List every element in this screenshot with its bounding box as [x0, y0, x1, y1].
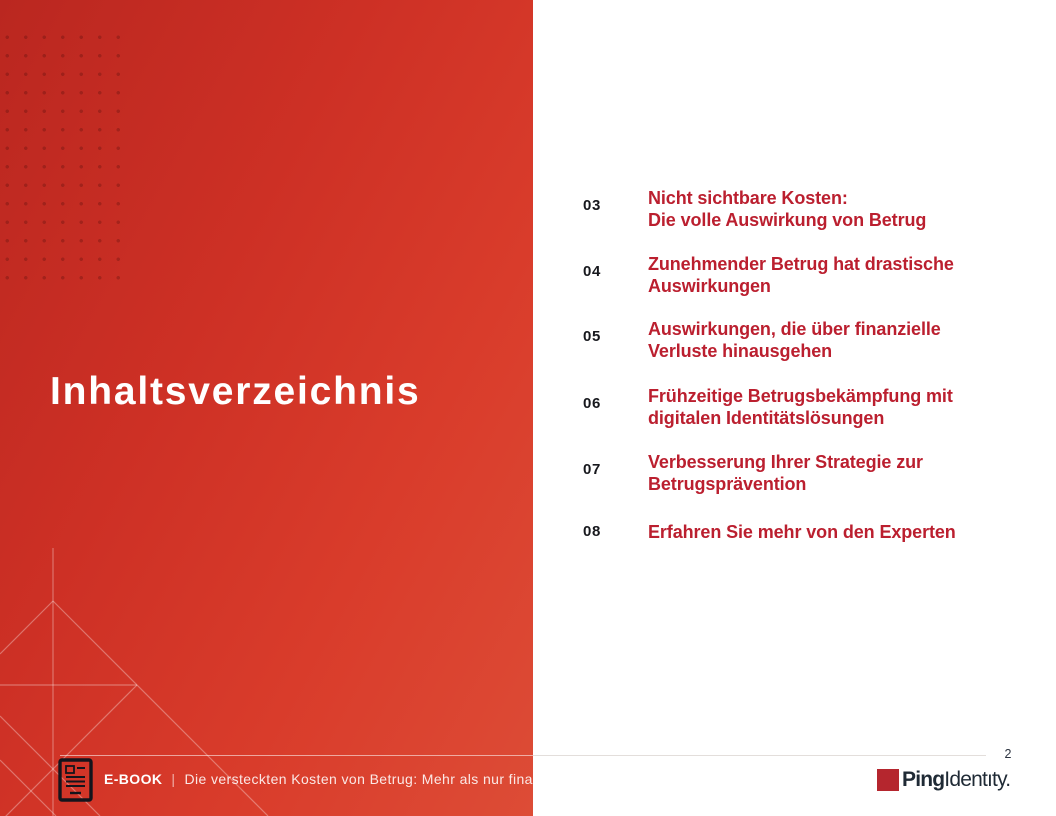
logo-text-ping: Ping	[902, 768, 945, 791]
toc-entry-number: 04	[583, 263, 601, 280]
toc-entry-07[interactable]	[583, 451, 1013, 495]
toc-entry-08[interactable]	[583, 521, 1013, 543]
logo-text-identity: Identıty.	[944, 768, 1011, 791]
footer-description: Die versteckten Kosten von Betrug: Mehr als nur finanzielle Verluste	[184, 771, 634, 787]
footer-separator: |	[171, 771, 176, 787]
toc-entry-title	[648, 187, 926, 231]
toc-entry-title	[648, 451, 923, 495]
toc-entry-number: 07	[583, 461, 601, 478]
toc-entry-06[interactable]	[583, 385, 1013, 429]
toc-entry-number: 05	[583, 328, 601, 345]
toc-entry-title	[648, 253, 954, 297]
footer-divider-right	[533, 755, 986, 756]
toc-entry-line1: Verbesserung Ihrer Strategie zur	[648, 452, 923, 472]
toc-entry-line2: Betrugsprävention	[648, 474, 807, 494]
toc-entry-number: 03	[583, 197, 601, 214]
toc-entry-line1: Erfahren Sie mehr von den Experten	[648, 522, 956, 542]
toc-entry-line1: Auswirkungen, die über finanzielle	[648, 319, 941, 339]
toc-entry-line2: Die volle Auswirkung von Betrug	[648, 210, 927, 230]
toc-entry-line1: Nicht sichtbare Kosten:	[648, 188, 848, 208]
toc-entry-title	[648, 318, 941, 362]
toc-entry-title	[648, 385, 953, 429]
page-title: Inhaltsverzeichnis	[50, 370, 421, 414]
footer-label: E-BOOK	[104, 771, 163, 787]
ping-identity-logo	[877, 769, 1010, 791]
toc-entry-title	[648, 521, 956, 543]
toc-entry-number: 08	[583, 523, 601, 540]
toc-entry-03[interactable]	[583, 187, 1013, 231]
toc-entry-05[interactable]	[583, 318, 1013, 362]
toc-entry-line1: Zunehmender Betrug hat drastische	[648, 254, 954, 274]
footer-divider-left	[60, 755, 533, 756]
toc-entry-number: 06	[583, 395, 601, 412]
toc-entry-line2: digitalen Identitätslösungen	[648, 408, 885, 428]
ebook-reader-icon	[56, 757, 98, 808]
toc-entry-line2: Verluste hinausgehen	[648, 341, 833, 361]
ping-logo-mark-icon	[877, 769, 899, 791]
footer-caption	[104, 771, 633, 787]
toc-entry-line2: Auswirkungen	[648, 276, 771, 296]
toc-entry-04[interactable]	[583, 253, 1013, 297]
toc-entry-line1: Frühzeitige Betrugsbekämpfung mit	[648, 386, 953, 406]
page-number: 2	[1004, 747, 1012, 761]
